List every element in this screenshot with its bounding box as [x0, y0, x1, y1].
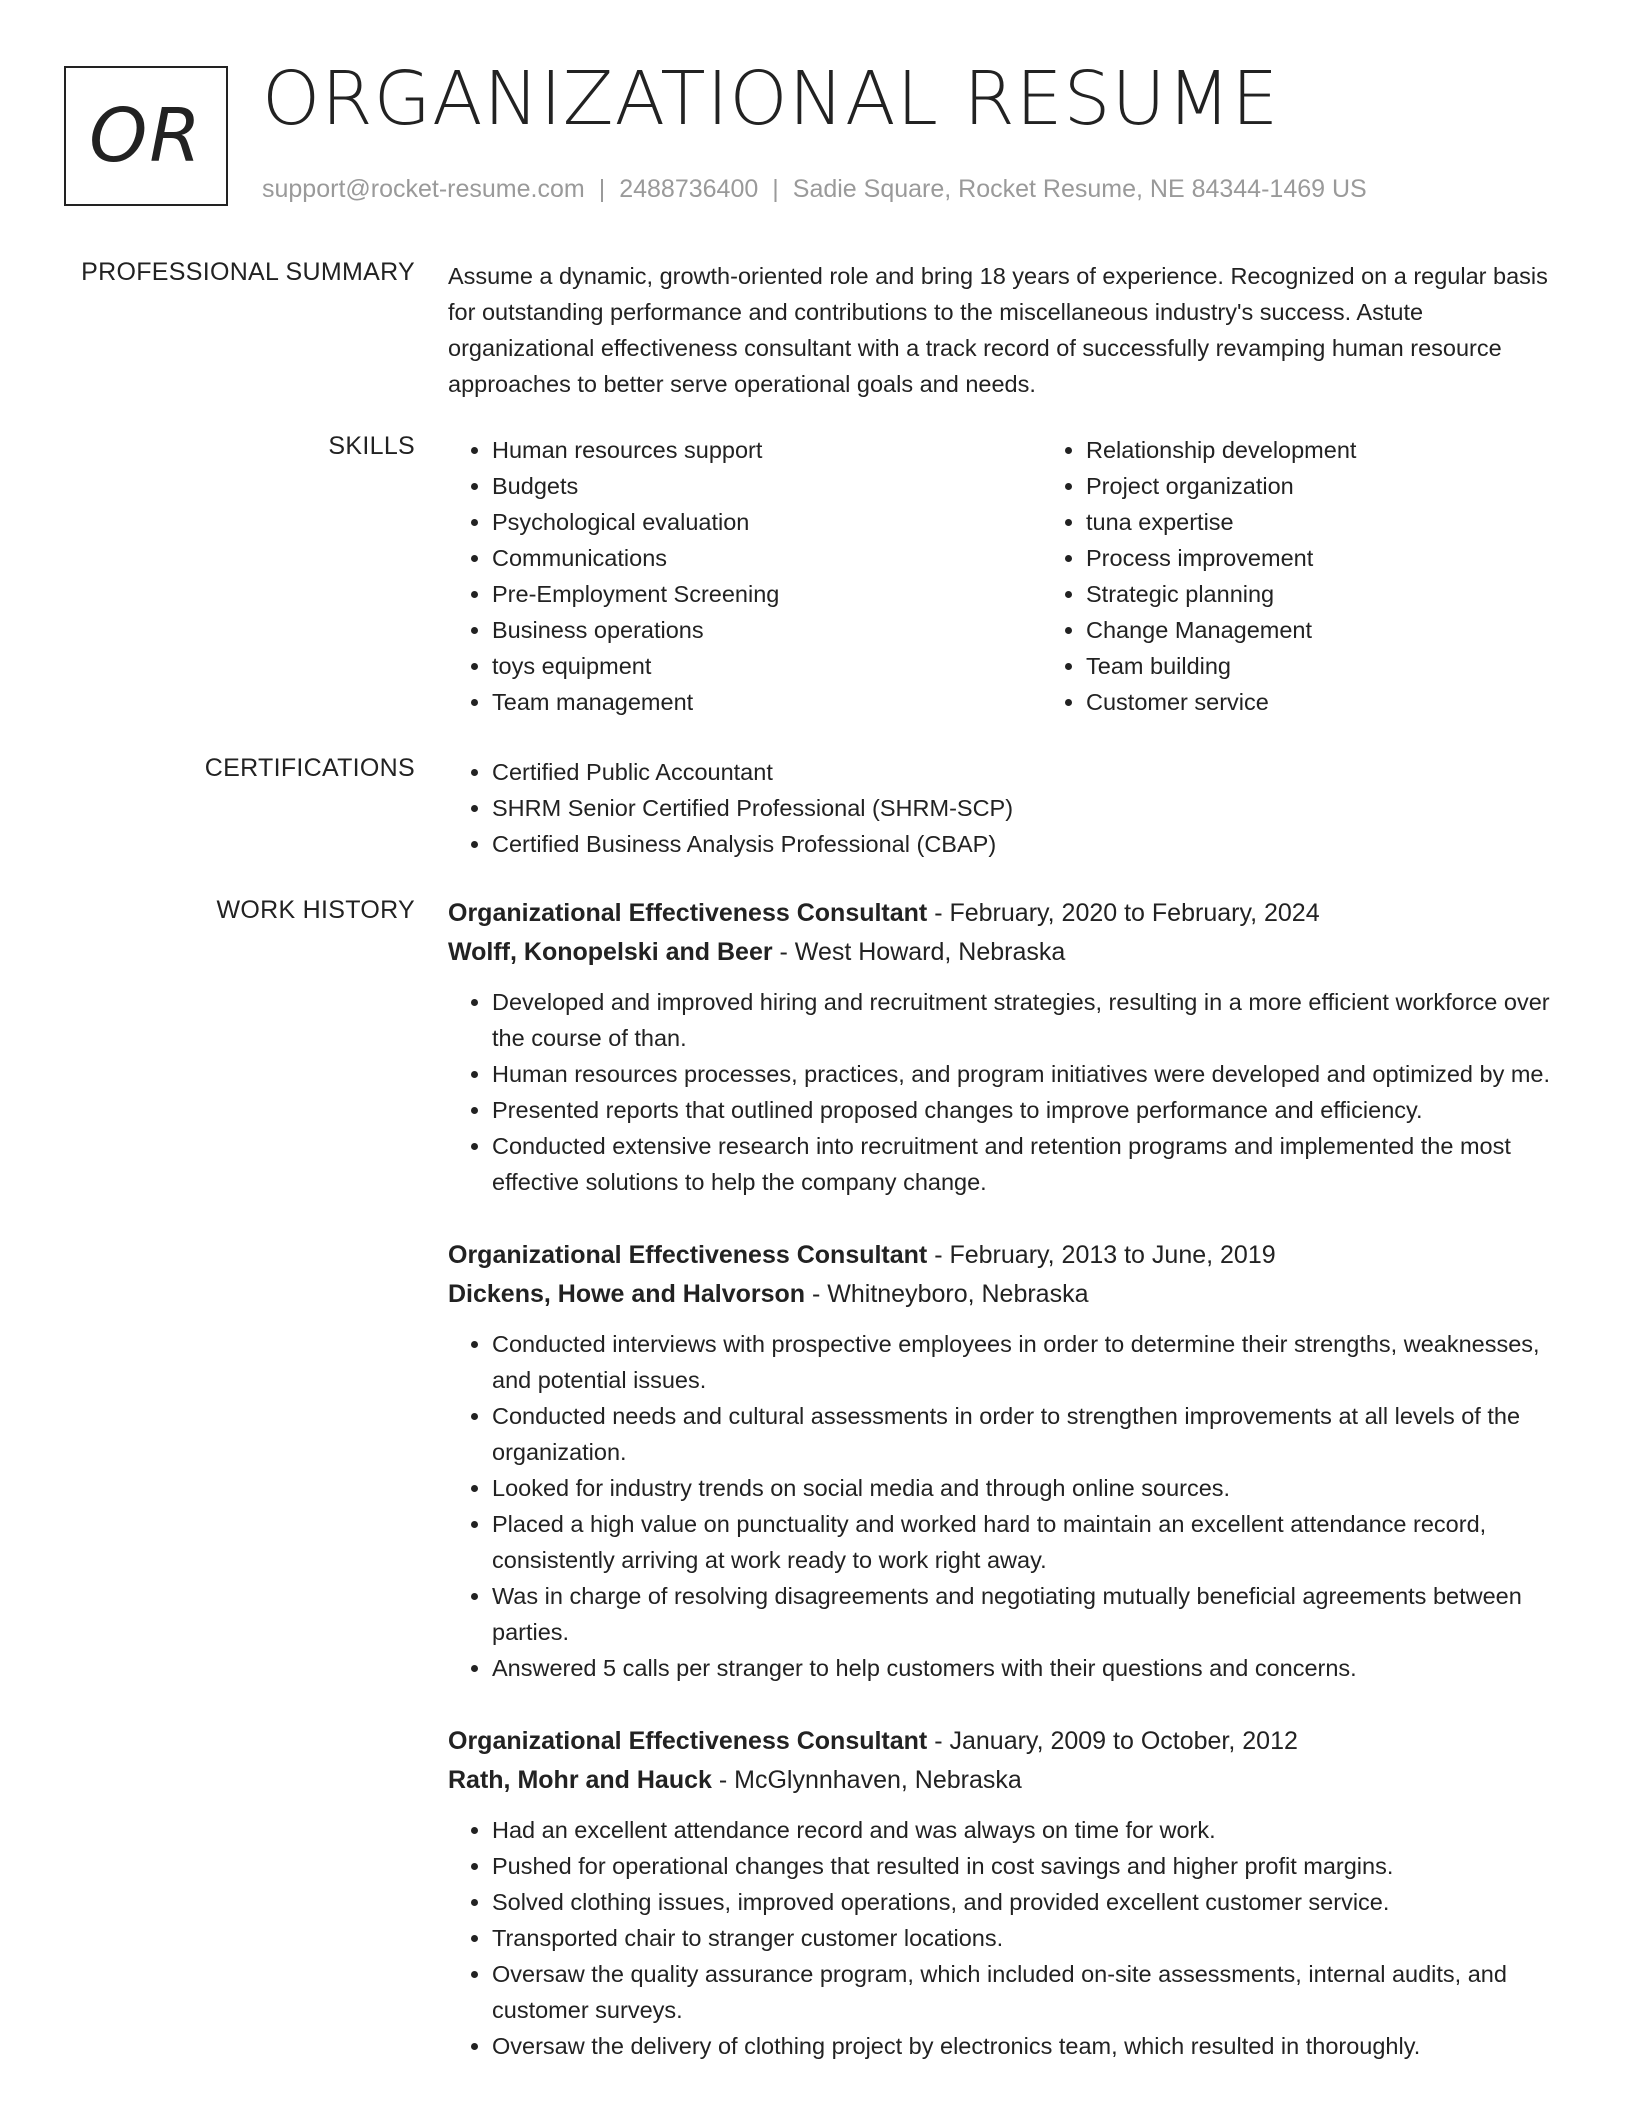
- monogram-box: [64, 66, 228, 206]
- list-item: • Psychological evaluation: [492, 504, 1042, 540]
- list-item: • Transported chair to stranger customer locations.: [492, 1920, 1564, 1956]
- list-item: • Budgets: [492, 468, 1042, 504]
- contact-separator: |: [772, 175, 779, 203]
- job-company: Wolff, Konopelski and Beer: [448, 938, 773, 966]
- job-title-line: [448, 1722, 1564, 1760]
- certifications-body: [448, 754, 1564, 862]
- work-history-body: [448, 894, 1564, 2100]
- list-item: • Certified Business Analysis Professional (CBAP): [492, 826, 1564, 862]
- list-item: • SHRM Senior Certified Professional (SHRM-SCP): [492, 790, 1564, 826]
- list-item: • Looked for industry trends on social media and through online sources.: [492, 1470, 1564, 1506]
- list-item: • toys equipment: [492, 648, 1042, 684]
- list-item: • Conducted interviews with prospective employees in order to determine their strengths, weaknesses, and potential issues.: [492, 1326, 1564, 1398]
- job-entry: [448, 894, 1564, 1200]
- list-item: • Had an excellent attendance record and was always on time for work.: [492, 1812, 1564, 1848]
- job-bullets: [448, 984, 1564, 1200]
- list-item: • Process improvement: [1086, 540, 1632, 576]
- job-location: - West Howard, Nebraska: [772, 938, 1066, 966]
- list-item: • Developed and improved hiring and recruitment strategies, resulting in a more efficient workforce over the course of than.: [492, 984, 1564, 1056]
- list-item: • Change Management: [1086, 612, 1632, 648]
- list-item: • Human resources support: [492, 432, 1042, 468]
- job-bullets: [448, 1326, 1564, 1686]
- list-item: • Conducted needs and cultural assessments in order to strengthen improvements at all levels of the organization.: [492, 1398, 1564, 1470]
- skills-body: [448, 432, 1564, 720]
- resume-name: ORGANIZATIONAL RESUME: [262, 56, 1280, 142]
- job-entry: [448, 1722, 1564, 2064]
- list-item: • Human resources processes, practices, and program initiatives were developed and optimized by me.: [492, 1056, 1564, 1092]
- list-item: • Team management: [492, 684, 1042, 720]
- monogram-initials: OR: [89, 93, 203, 179]
- job-title-line: [448, 1236, 1564, 1274]
- list-item: • Solved clothing issues, improved operations, and provided excellent customer service.: [492, 1884, 1564, 1920]
- contact-line: [262, 175, 1367, 204]
- job-bullets: [448, 1812, 1564, 2064]
- section-label-skills: SKILLS: [328, 432, 415, 460]
- job-location: - McGlynnhaven, Nebraska: [711, 1766, 1022, 1794]
- job-company: Rath, Mohr and Hauck: [448, 1766, 712, 1794]
- job-title: Organizational Effectiveness Consultant: [448, 1727, 928, 1755]
- list-item: • Placed a high value on punctuality and worked hard to maintain an excellent attendance record, consistently arriving at work ready to work right away.: [492, 1506, 1564, 1578]
- contact-email: support@rocket-resume.com: [262, 175, 585, 203]
- job-company-line: [448, 1274, 1564, 1314]
- job-company: Dickens, Howe and Halvorson: [448, 1280, 806, 1308]
- list-item: • Communications: [492, 540, 1042, 576]
- list-item: • Business operations: [492, 612, 1042, 648]
- job-dates: - February, 2020 to February, 2024: [927, 899, 1320, 927]
- summary-text: Assume a dynamic, growth-oriented role and bring 18 years of experience. Recognized on a regular basis for outstanding performance and contributions to the miscellaneous industry's success. Astute organizational effectiveness consultant with a track record of successfully revamping human resource approaches to better serve operational goals and needs.: [448, 263, 1548, 397]
- list-item: • Conducted extensive research into recruitment and retention programs and implemented the most effective solutions to help the company change.: [492, 1128, 1564, 1200]
- summary-body: [448, 258, 1564, 402]
- list-item: • Was in charge of resolving disagreements and negotiating mutually beneficial agreements between parties.: [492, 1578, 1564, 1650]
- list-item: • Relationship development: [1086, 432, 1632, 468]
- section-label-summary: PROFESSIONAL SUMMARY: [81, 258, 415, 286]
- list-item: • Project organization: [1086, 468, 1632, 504]
- job-entry: [448, 1236, 1564, 1686]
- job-title: Organizational Effectiveness Consultant: [448, 899, 928, 927]
- skills-list-left: [448, 432, 1042, 720]
- job-dates: - January, 2009 to October, 2012: [927, 1727, 1298, 1755]
- list-item: • Pre-Employment Screening: [492, 576, 1042, 612]
- list-item: • Presented reports that outlined proposed changes to improve performance and efficiency.: [492, 1092, 1564, 1128]
- list-item: • Oversaw the delivery of clothing project by electronics team, which resulted in thoroughly.: [492, 2028, 1564, 2064]
- list-item: • Team building: [1086, 648, 1632, 684]
- list-item: • Customer service: [1086, 684, 1632, 720]
- job-title-line: [448, 894, 1564, 932]
- section-label-work-history: WORK HISTORY: [216, 896, 415, 924]
- list-item: • tuna expertise: [1086, 504, 1632, 540]
- list-item: • Oversaw the quality assurance program, which included on-site assessments, internal audits, and customer surveys.: [492, 1956, 1564, 2028]
- contact-separator: |: [598, 175, 606, 203]
- job-company-line: [448, 932, 1564, 972]
- list-item: • Pushed for operational changes that resulted in cost savings and higher profit margins.: [492, 1848, 1564, 1884]
- job-dates: - February, 2013 to June, 2019: [927, 1241, 1276, 1269]
- list-item: • Answered 5 calls per stranger to help customers with their questions and concerns.: [492, 1650, 1564, 1686]
- contact-address: Sadie Square, Rocket Resume, NE 84344-1469 US: [792, 175, 1367, 203]
- skills-list-right: [1042, 432, 1632, 720]
- contact-phone: 2488736400: [619, 175, 759, 203]
- certifications-list: [448, 754, 1564, 862]
- job-location: - Whitneyboro, Nebraska: [805, 1280, 1089, 1308]
- job-title: Organizational Effectiveness Consultant: [448, 1241, 928, 1269]
- list-item: • Certified Public Accountant: [492, 754, 1564, 790]
- list-item: • Strategic planning: [1086, 576, 1632, 612]
- section-label-certifications: CERTIFICATIONS: [204, 754, 415, 782]
- job-company-line: [448, 1760, 1564, 1800]
